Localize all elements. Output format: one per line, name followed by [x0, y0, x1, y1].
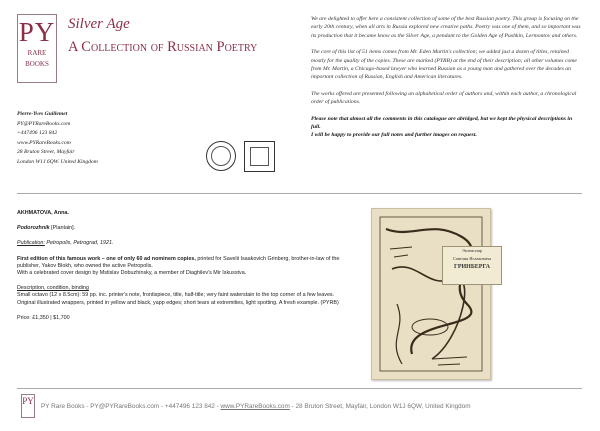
- entry-price: [17, 315, 342, 322]
- footer-divider: [17, 388, 582, 389]
- section-divider: [17, 193, 582, 194]
- entry-title: Podorozhnik: [17, 225, 50, 232]
- contact-web[interactable]: www.PYRareBooks.com: [17, 139, 71, 146]
- price-label: Price:: [17, 314, 31, 321]
- cover-illustration: [372, 209, 490, 379]
- publication-label: Publication:: [17, 240, 45, 247]
- label-line-3: ГРИНБЕРГА: [454, 264, 490, 270]
- book-cover-image: [371, 208, 491, 380]
- catalogue-entry: [17, 210, 342, 322]
- entry-author: AKHMATOVA, Anna.: [17, 210, 69, 216]
- contact-name: Pierre-Yves Guillemet: [17, 111, 68, 117]
- contact-block: [17, 110, 98, 167]
- footer-text: [41, 403, 471, 410]
- intro-note-request: I will be happy to provide our full notes and further images on request.: [311, 132, 477, 139]
- edition-detail: printed for Savelii Isaakovich Grinberg, brother-in-law of the publisher, Yakov Blokh, who owned the active Petropolis.: [17, 255, 340, 269]
- edition-highlight: First edition of this famous work – one of only 60 ad nominem copies,: [17, 255, 196, 262]
- logo-initials: PY: [18, 17, 56, 47]
- entry-title-note: [Plantain].: [51, 225, 76, 232]
- footer-address: - 28 Bruton Street, Mayfair, London W1J 6QW, United Kingdom: [289, 403, 471, 410]
- intro-paragraph-2: The core of this list of 51 items comes from Mr. Eden Martin's collection; we added just a dozen of titles, retained mostly for the quality of the copies. These are marked (PYRB) at the end of their description; all other volumes come from Mr. Martin, a Chicago-based lawyer who learned Russian as a young man and gathered over the decades an important collection of Russian, English and American literatures.: [311, 49, 577, 81]
- label-line-1: Экземпляр: [461, 248, 483, 253]
- intro-text: [311, 15, 581, 140]
- entry-edition: [17, 256, 342, 270]
- contact-phone: +447496 123 842: [17, 130, 58, 136]
- intro-note-abridged: Please note that almost all the comments in this catalogue are abridged, but we kept the physical descriptions in full.: [311, 115, 573, 131]
- logo-books: BOOKS: [25, 60, 49, 68]
- pyrb-logo: [17, 14, 57, 83]
- description-label: Description, condition, binding: [17, 285, 89, 292]
- label-line-2: Савелия Исааковича: [452, 256, 492, 261]
- entry-publication: [17, 240, 342, 247]
- logo-rare: RARE: [27, 49, 47, 57]
- contact-address-2: London W1J 6QW. United Kingdom: [17, 158, 98, 165]
- ilab-seal-icon: [206, 141, 236, 171]
- ownership-label: [442, 246, 502, 285]
- catalogue-subtitle: A Collection of Russian Poetry: [68, 39, 258, 55]
- aba-seal-icon: [244, 141, 275, 172]
- footer-web-link[interactable]: www.PYRareBooks.com: [220, 403, 290, 410]
- footer-logo: PY: [21, 394, 35, 418]
- entry-title-line: [17, 225, 342, 232]
- intro-paragraph-3: The works offered are presented following an alphabetical order of authors and, within each author, a chronological order of publications.: [311, 90, 577, 106]
- intro-paragraph-1: We are delighted to offer here a consistent collection of some of the best Russian poetry. This group is focusing on the early 20th century, when all arts in Russia explored new creative paths. Poetry was one of them, and so important was its production that it became know as the Silver Age, a pendant to the Golden Age of Pushkin, Lermontov and others.: [311, 16, 581, 39]
- price-value: £1,350 | $1,700: [32, 314, 70, 321]
- contact-email[interactable]: PY@PYRareBooks.com: [17, 120, 71, 127]
- entry-description: Small octavo (12 x 8.5cm): 59 pp. inc. printer's note, frontispiece, title, half-title; very faint waterstain to the top corner of a few leaves. Original illustrated wrappers, printed in yellow and black, yapp edges; short tears at extremities, light spotting. A fresh example. (PYRB): [17, 292, 339, 306]
- footer-contact: PY Rare Books - PY@PYRareBooks.com - +447496 123 842 -: [41, 403, 221, 410]
- catalogue-title: Silver Age: [68, 16, 130, 32]
- publication-value: Petropolis, Petrograd, 1921.: [46, 240, 114, 247]
- contact-address-1: 28 Bruton Street, Mayfair: [17, 149, 75, 155]
- entry-cover-design: With a celebrated cover design by Mstislav Dobuzhinsky, a member of Diaghilev's Mir Iskusstva.: [17, 270, 247, 277]
